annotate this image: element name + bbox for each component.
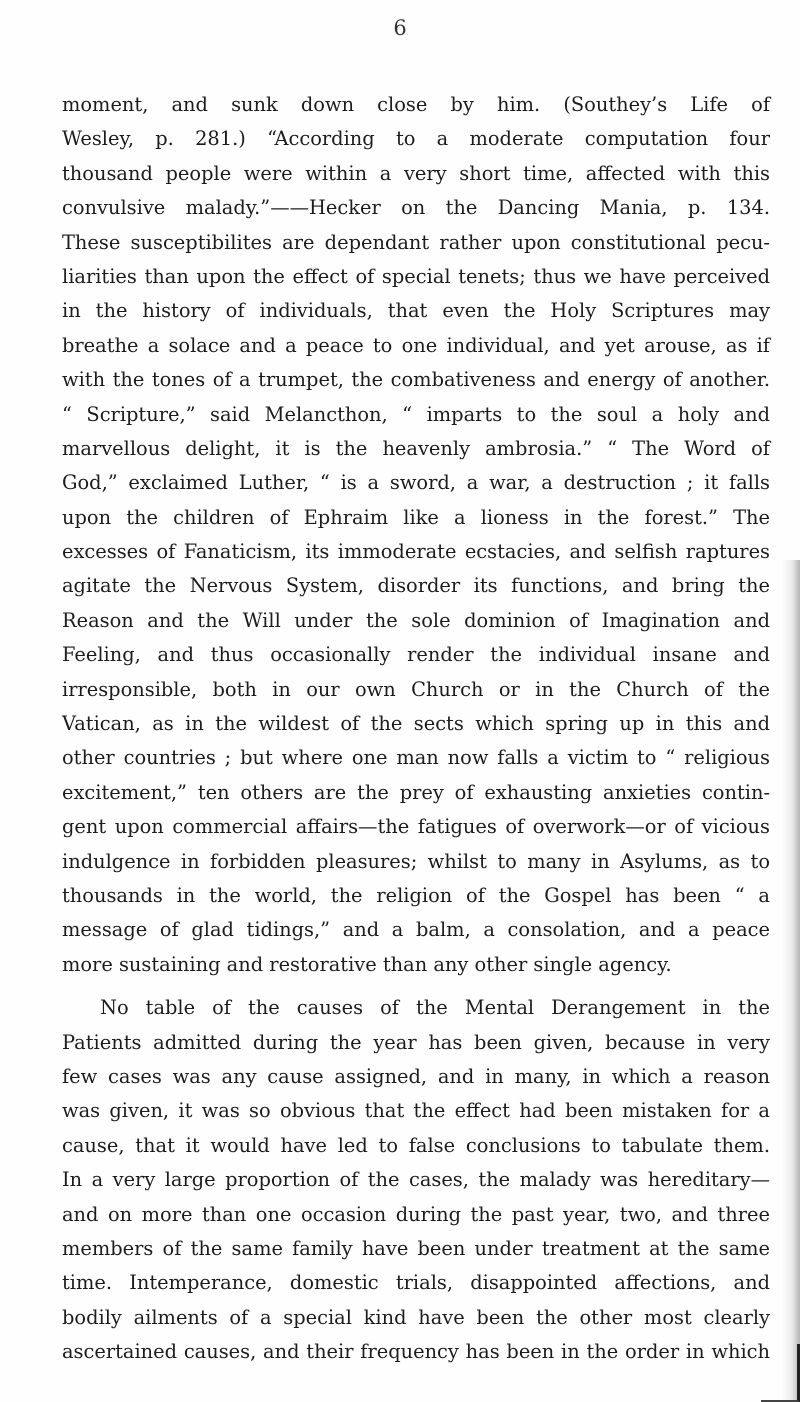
text-line: moment, and sunk down close by him. (Southey’s Life of <box>62 93 770 116</box>
text-line: liarities than upon the effect of special tenets; thus we have perceived <box>62 264 770 288</box>
text-line: “ Scripture,” said Melancthon, “ imparts to the soul a holy and <box>62 402 770 426</box>
text-line: message of glad tidings,” and a balm, a consolation, and a peace <box>62 918 770 942</box>
text-line: indulgence in forbidden pleasures; whilst to many in Asylums, as to <box>62 849 770 873</box>
text-line: Reason and the Will under the sole dominion of Imagination and <box>62 608 770 632</box>
text-line: Wesley, p. 281.) “According to a moderate computation four <box>62 127 770 151</box>
text-line: Patients admitted during the year has been given, because in very <box>62 1030 770 1054</box>
text-line: thousand people were within a very short time, affected with this <box>62 161 770 185</box>
text-line: gent upon commercial affairs—the fatigues of overwork—or of vicious <box>62 815 770 839</box>
text-line: cause, that it would have led to false conclusions to tabulate them. <box>62 1133 770 1157</box>
text-line: excitement,” ten others are the prey of exhausting anxieties contin- <box>62 780 770 804</box>
text-line: members of the same family have been under treatment at the same <box>62 1236 770 1260</box>
page-number: 6 <box>393 16 407 40</box>
text-line: agitate the Nervous System, disorder its functions, and bring the <box>62 574 770 598</box>
text-line: and on more than one occasion during the past year, two, and three <box>62 1202 770 1226</box>
text-line: with the tones of a trumpet, the combativeness and energy of another. <box>62 368 770 392</box>
text-line: Vatican, as in the wildest of the sects which spring up in this and <box>62 712 770 736</box>
text-line: breathe a solace and a peace to one individual, and yet arouse, as if <box>62 333 770 357</box>
text-line: in the history of individuals, that even the Holy Scriptures may <box>62 299 770 323</box>
text-line: other countries ; but where one man now falls a victim to “ religious <box>62 746 770 770</box>
paragraph-spacer <box>62 982 770 991</box>
text-line: No table of the causes of the Mental Derangement in the <box>100 996 770 1020</box>
text-line: time. Intemperance, domestic trials, disappointed affections, and <box>62 1271 770 1295</box>
text-line: more sustaining and restorative than any other single agency. <box>62 952 672 976</box>
text-line: excesses of Fanaticism, its immoderate ecstacies, and selfish raptures <box>62 540 770 564</box>
body-text <box>62 88 770 1369</box>
page-edge-shadow <box>782 560 800 1402</box>
text-line: God,” exclaimed Luther, “ is a sword, a war, a destruction ; it falls <box>62 471 770 495</box>
text-line: ascertained causes, and their frequency has been in the order in which <box>62 1340 770 1364</box>
text-line: few cases was any cause assigned, and in many, in which a reason <box>62 1064 770 1088</box>
text-line: bodily ailments of a special kind have been the other most clearly <box>62 1305 770 1329</box>
text-line: convulsive malady.”——Hecker on the Dancing Mania, p. 134. <box>62 196 770 220</box>
paragraph-1 <box>62 88 770 982</box>
text-line: thousands in the world, the religion of the Gospel has been “ a <box>62 883 770 907</box>
text-line: upon the children of Ephraim like a lioness in the forest.” The <box>62 505 770 529</box>
text-line: In a very large proportion of the cases, the malady was hereditary— <box>62 1168 770 1192</box>
page-corner-mark <box>761 1344 800 1402</box>
text-line: marvellous delight, it is the heavenly ambrosia.” “ The Word of <box>62 436 770 460</box>
text-line: These susceptibilites are dependant rather upon constitutional pecu- <box>62 230 770 254</box>
paragraph-2 <box>62 991 770 1369</box>
text-line: was given, it was so obvious that the effect had been mistaken for a <box>62 1099 770 1123</box>
text-line: Feeling, and thus occasionally render the individual insane and <box>62 643 770 667</box>
text-line: irresponsible, both in our own Church or in the Church of the <box>62 677 770 701</box>
